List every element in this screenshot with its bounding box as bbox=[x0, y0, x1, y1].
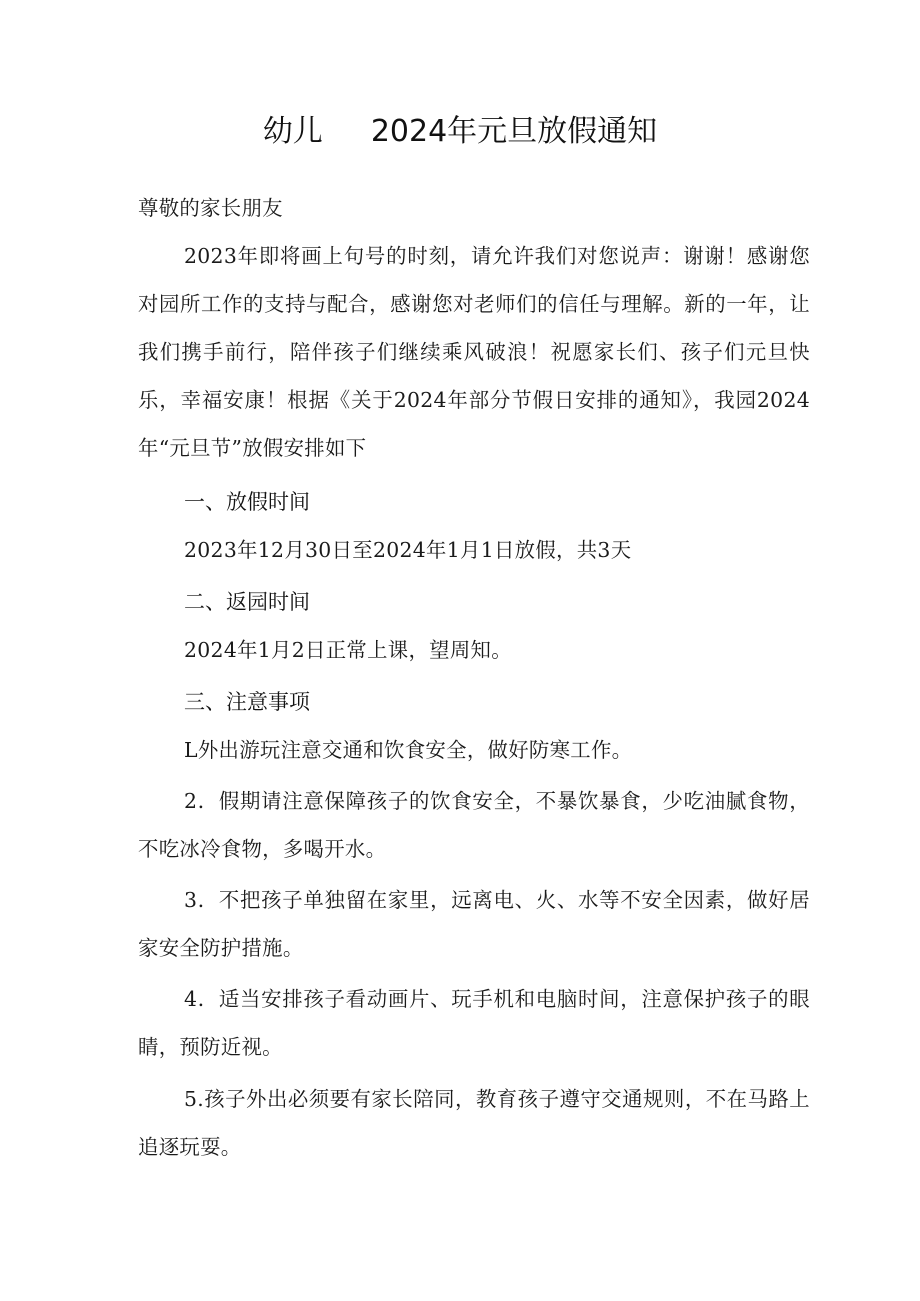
title-left: 幼儿 bbox=[262, 114, 323, 149]
section-heading-return: 二、返园时间 bbox=[184, 590, 310, 614]
section-heading-notes: 三、注意事项 bbox=[184, 690, 310, 714]
holiday-time-text: 2023年12月30日至2024年1月1日放假，共3天 bbox=[184, 538, 632, 562]
note-item-2: 2．假期请注意保障孩子的饮食安全，不暴饮暴食，少吃油腻食物，不吃冰冷食物，多喝开水。 bbox=[138, 789, 810, 861]
section-heading-holiday: 一、放假时间 bbox=[184, 490, 310, 514]
note-item-4: 4．适当安排孩子看动画片、玩手机和电脑时间，注意保护孩子的眼睛，预防近视。 bbox=[138, 987, 810, 1059]
document-title bbox=[0, 108, 920, 156]
note-item-1: L外出游玩注意交通和饮食安全，做好防寒工作。 bbox=[184, 738, 633, 762]
title-right: 2024年元旦放假通知 bbox=[370, 114, 658, 149]
note-item-5: 5.孩子外出必须要有家长陪同，教育孩子遵守交通规则，不在马路上追逐玩耍。 bbox=[138, 1087, 810, 1159]
greeting: 尊敬的家长朋友 bbox=[138, 196, 283, 220]
intro-paragraph: 2023年即将画上句号的时刻，请允许我们对您说声：谢谢！感谢您对园所工作的支持与配合，感谢您对老师们的信任与理解。新的一年，让我们携手前行，陪伴孩子们继续乘风破浪！祝愿家长们、孩子们元旦快乐，幸福安康！根据《关于2024年部分节假日安排的通知》，我园2024年“元旦节”放假安排如下 bbox=[138, 244, 810, 460]
return-time-text: 2024年1月2日正常上课，望周知。 bbox=[184, 638, 512, 662]
note-item-3: 3．不把孩子单独留在家里，远离电、火、水等不安全因素，做好居家安全防护措施。 bbox=[138, 888, 810, 960]
